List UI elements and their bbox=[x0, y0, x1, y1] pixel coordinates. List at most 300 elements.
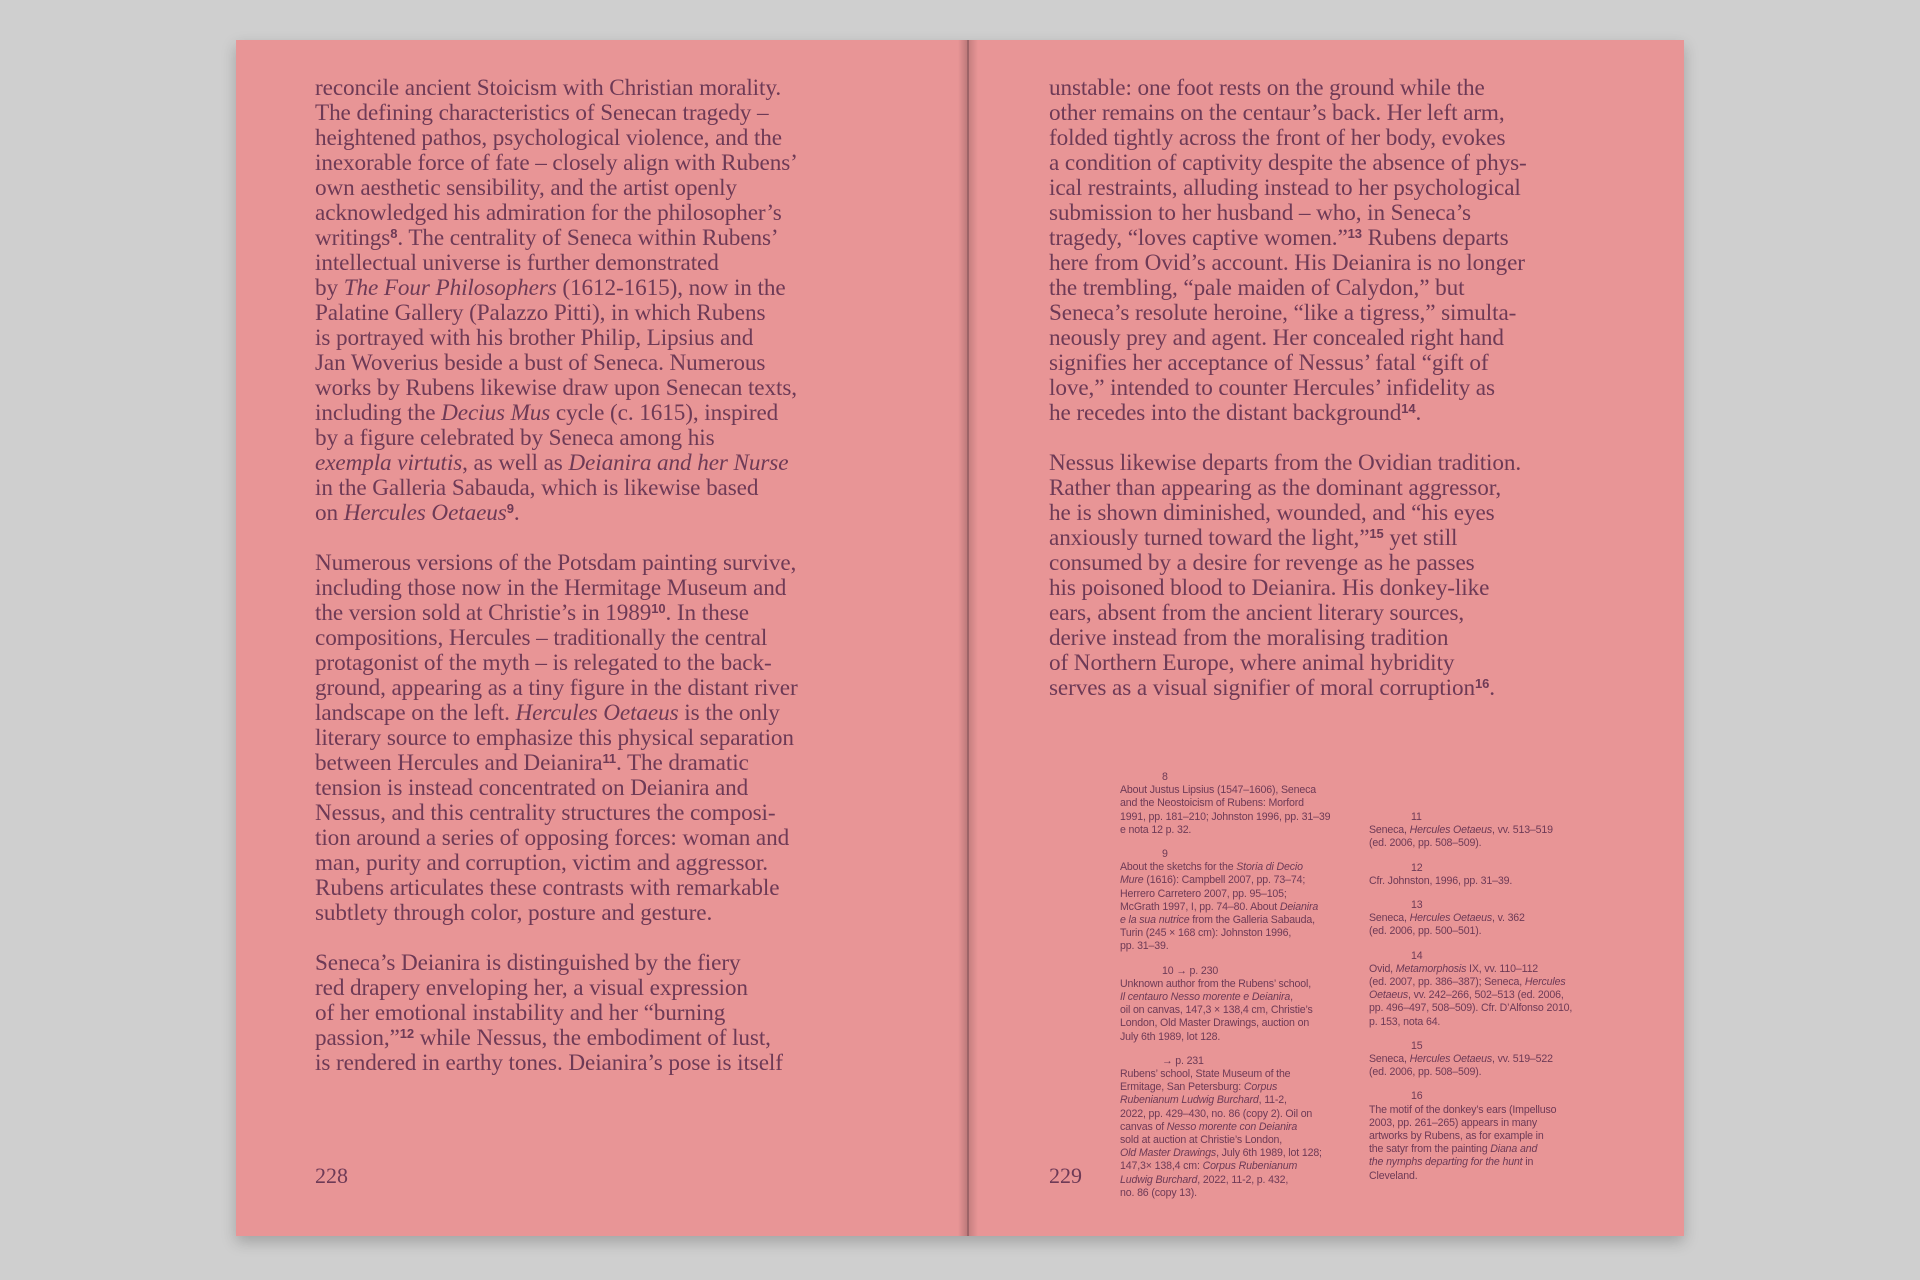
text-run: artworks by Rubens, as for example in bbox=[1369, 1130, 1544, 1143]
text-run: (ed. 2007, pp. 386–387); Seneca, bbox=[1369, 976, 1525, 989]
text-run: he is shown diminished, wounded, and “his eyes bbox=[1049, 500, 1495, 526]
text-run: reconcile ancient Stoicism with Christian morality. bbox=[315, 75, 782, 101]
text-line bbox=[1049, 76, 1649, 101]
text-run: here from Ovid’s account. His Deianira is no longer bbox=[1049, 250, 1525, 276]
text-run: Numerous versions of the Potsdam painting survive, bbox=[315, 550, 797, 576]
text-run: Seneca’s Deianira is distinguished by the fiery bbox=[315, 950, 741, 976]
text-run: man, purity and corruption, victim and aggressor. bbox=[315, 850, 768, 876]
text-run: love,” intended to counter Hercules’ infidelity as bbox=[1049, 375, 1495, 401]
text-run: anxiously turned toward the light,” bbox=[1049, 525, 1370, 551]
text-run: . In these bbox=[665, 600, 749, 626]
italic-title: Deianira bbox=[1279, 900, 1319, 913]
italic-title: Oetaeus bbox=[1369, 989, 1408, 1002]
text-run: , July 6th 1989, lot 128; bbox=[1216, 1147, 1322, 1160]
text-run: is rendered in earthy tones. Deianira’s pose is itself bbox=[315, 1050, 783, 1076]
text-run: Rubens articulates these contrasts with remarkable bbox=[315, 875, 780, 901]
text-run: tension is instead concentrated on Deianira and bbox=[315, 775, 749, 801]
text-run: by bbox=[315, 275, 344, 301]
footnote-line bbox=[1369, 824, 1609, 837]
footnote-line bbox=[1120, 1147, 1365, 1160]
text-run: About the sketchs for the bbox=[1120, 861, 1237, 874]
text-line bbox=[1049, 176, 1649, 201]
footnote-line bbox=[1120, 1108, 1365, 1121]
text-line bbox=[315, 476, 955, 501]
text-line bbox=[315, 601, 955, 626]
italic-title: Nesso morente con Deianira bbox=[1166, 1120, 1298, 1133]
text-line bbox=[315, 301, 955, 326]
footnote-line bbox=[1369, 1143, 1609, 1156]
text-line bbox=[1049, 201, 1649, 226]
footnote-line bbox=[1120, 901, 1365, 914]
text-run: landscape on the left. bbox=[315, 700, 516, 726]
footnote-reference: 16 bbox=[1474, 676, 1490, 691]
text-line bbox=[315, 826, 955, 851]
italic-title: Mure bbox=[1120, 874, 1144, 887]
footnote-reference: 13 bbox=[1347, 226, 1362, 241]
text-run: , vv. 519–522 bbox=[1492, 1053, 1553, 1066]
text-run: including those now in the Hermitage Museum and bbox=[315, 575, 787, 601]
text-line bbox=[1049, 476, 1649, 501]
text-run: canvas of bbox=[1120, 1120, 1167, 1133]
text-line bbox=[315, 851, 955, 876]
italic-title: Corpus bbox=[1243, 1081, 1278, 1094]
text-run: Ermitage, San Petersburg: bbox=[1120, 1081, 1244, 1094]
text-line bbox=[1049, 401, 1649, 426]
text-line bbox=[315, 226, 955, 251]
paragraph bbox=[315, 951, 955, 1076]
right-page-body-text bbox=[1049, 76, 1649, 701]
footnote bbox=[1120, 1055, 1365, 1200]
text-line bbox=[315, 576, 955, 601]
text-line bbox=[315, 201, 955, 226]
text-line bbox=[315, 901, 955, 926]
text-run: Ovid, bbox=[1369, 962, 1396, 975]
text-line bbox=[1049, 551, 1649, 576]
italic-title: Hercules Oetaeus bbox=[1409, 912, 1493, 925]
text-run: 2003, pp. 261–265) appears in many bbox=[1369, 1116, 1538, 1129]
footnote-number: 11 bbox=[1411, 811, 1422, 823]
footnote-reference: 14 bbox=[1401, 401, 1416, 416]
footnote bbox=[1120, 771, 1365, 837]
text-run: , 11-2, bbox=[1258, 1094, 1287, 1107]
text-run: tion around a series of opposing forces: woman and bbox=[315, 825, 790, 851]
footnote-text bbox=[1369, 912, 1609, 938]
text-run: (1616): Campbell 2007, pp. 73–74; bbox=[1143, 874, 1306, 887]
text-run: Jan Woverius beside a bust of Seneca. Numerous bbox=[315, 350, 766, 376]
footnote-text bbox=[1369, 824, 1609, 850]
footnote-line bbox=[1369, 963, 1609, 976]
footnote-text bbox=[1120, 861, 1365, 953]
text-run: consumed by a desire for revenge as he passes bbox=[1049, 550, 1475, 576]
text-run: inexorable force of fate – closely align with Rubens’ bbox=[315, 150, 798, 176]
text-run: Seneca’s resolute heroine, “like a tigress,” simulta- bbox=[1049, 300, 1517, 326]
footnote-line bbox=[1369, 837, 1609, 850]
footnote-line bbox=[1120, 1174, 1365, 1187]
text-line bbox=[1049, 351, 1649, 376]
text-run: between Hercules and Deianira bbox=[315, 750, 603, 776]
text-run: Cfr. Johnston, 1996, pp. 31–39. bbox=[1369, 874, 1513, 887]
text-run: . The centrality of Seneca within Rubens’ bbox=[397, 225, 779, 251]
text-line bbox=[315, 776, 955, 801]
text-line bbox=[315, 101, 955, 126]
footnote-text bbox=[1120, 784, 1365, 837]
text-line bbox=[1049, 126, 1649, 151]
page-number-left: 228 bbox=[315, 1163, 348, 1188]
text-line bbox=[315, 751, 955, 776]
text-line bbox=[315, 451, 955, 476]
text-line bbox=[315, 676, 955, 701]
text-run: no. 86 (copy 13). bbox=[1120, 1186, 1197, 1199]
footnote-text bbox=[1369, 1104, 1609, 1183]
footnotes-column-1 bbox=[1120, 771, 1365, 1211]
text-run: the trembling, “pale maiden of Calydon,” but bbox=[1049, 275, 1465, 301]
text-run: unstable: one foot rests on the ground while the bbox=[1049, 75, 1485, 101]
text-line bbox=[315, 276, 955, 301]
text-line bbox=[1049, 251, 1649, 276]
footnote-line bbox=[1369, 1156, 1609, 1169]
text-run: Unknown author from the Rubens’ school, bbox=[1120, 977, 1312, 990]
text-run: Palatine Gallery (Palazzo Pitti), in which Rubens bbox=[315, 300, 766, 326]
text-line bbox=[1049, 226, 1649, 251]
footnote-number: 12 bbox=[1411, 861, 1423, 874]
text-run: including the bbox=[315, 400, 442, 426]
footnote-number: 10 → p. 230 bbox=[1162, 964, 1219, 977]
footnote-line bbox=[1120, 784, 1365, 797]
italic-title: Corpus Rubenianum bbox=[1202, 1160, 1298, 1173]
paragraph bbox=[315, 76, 955, 526]
text-run: , vv. 242–266, 502–513 (ed. 2006, bbox=[1408, 989, 1564, 1002]
text-run: his poisoned blood to Deianira. His donkey-like bbox=[1049, 575, 1490, 601]
text-line bbox=[315, 801, 955, 826]
text-run: 2022, pp. 429–430, no. 86 (copy 2). Oil on bbox=[1120, 1107, 1313, 1120]
footnote-reference: 8 bbox=[390, 226, 398, 241]
text-run: Herrero Carretero 2007, pp. 95–105; bbox=[1120, 887, 1287, 900]
text-line bbox=[315, 1026, 955, 1051]
text-run: acknowledged his admiration for the philosopher’s bbox=[315, 200, 782, 226]
text-run: intellectual universe is further demonstrated bbox=[315, 250, 719, 276]
italic-title: Deianira and her Nurse bbox=[568, 450, 789, 476]
text-run: ical restraints, alluding instead to her psychological bbox=[1049, 175, 1521, 201]
footnote-line bbox=[1120, 914, 1365, 927]
text-run: Nessus, and this centrality structures the composi- bbox=[315, 800, 776, 826]
page-number-right: 229 bbox=[1049, 1163, 1082, 1188]
italic-title: Decius Mus bbox=[441, 400, 551, 426]
footnote-line bbox=[1120, 888, 1365, 901]
text-line bbox=[1049, 101, 1649, 126]
footnote-line bbox=[1120, 1031, 1365, 1044]
italic-title: Il centauro Nesso morente e Deianira bbox=[1120, 991, 1291, 1004]
italic-title: Rubenianum Ludwig Burchard bbox=[1120, 1094, 1259, 1107]
italic-title: Hercules Oetaeus bbox=[343, 500, 507, 526]
text-run: . bbox=[1489, 675, 1495, 701]
text-run: red drapery enveloping her, a visual expression bbox=[315, 975, 748, 1001]
text-run: from the Galleria Sabauda, bbox=[1189, 914, 1315, 927]
text-line bbox=[315, 176, 955, 201]
left-page-body-text bbox=[315, 76, 955, 1076]
footnote-line bbox=[1369, 875, 1609, 888]
text-run: e nota 12 p. 32. bbox=[1120, 823, 1192, 836]
text-line bbox=[1049, 526, 1649, 551]
footnote-reference: 9 bbox=[506, 501, 514, 516]
italic-title: Storia di Decio bbox=[1236, 861, 1303, 874]
text-run: (ed. 2006, pp. 508–509). bbox=[1369, 837, 1482, 850]
text-line bbox=[315, 726, 955, 751]
text-run: (ed. 2006, pp. 500–501). bbox=[1369, 925, 1482, 938]
footnote-line bbox=[1369, 1053, 1609, 1066]
text-run: , 2022, 11-2, p. 432, bbox=[1197, 1173, 1289, 1186]
footnote-reference: 11 bbox=[602, 751, 616, 766]
text-line bbox=[1049, 576, 1649, 601]
text-run: of Northern Europe, where animal hybridity bbox=[1049, 650, 1455, 676]
italic-title: the nymphs departing for the hunt bbox=[1369, 1156, 1523, 1169]
footnote-text bbox=[1369, 1053, 1609, 1079]
text-line bbox=[315, 976, 955, 1001]
text-line bbox=[1049, 451, 1649, 476]
text-line bbox=[1049, 651, 1649, 676]
footnote-line bbox=[1120, 1160, 1365, 1173]
footnote-line bbox=[1120, 1081, 1365, 1094]
text-run: , v. 362 bbox=[1492, 912, 1525, 925]
italic-title: Hercules Oetaeus bbox=[1409, 824, 1493, 837]
footnote-line bbox=[1120, 991, 1365, 1004]
text-run: (ed. 2006, pp. 508–509). bbox=[1369, 1066, 1482, 1079]
text-line bbox=[315, 151, 955, 176]
italic-title: Hercules Oetaeus bbox=[1409, 1053, 1493, 1066]
footnote bbox=[1369, 950, 1609, 1029]
footnote-number: 9 bbox=[1162, 848, 1168, 861]
text-run: , as well as bbox=[462, 450, 569, 476]
text-run: in the Galleria Sabauda, which is likewise based bbox=[315, 475, 759, 501]
footnote-line bbox=[1120, 824, 1365, 837]
footnote-line bbox=[1120, 797, 1365, 810]
left-page bbox=[236, 40, 966, 1236]
italic-title: Old Master Drawings bbox=[1120, 1147, 1217, 1160]
text-run: Rubens departs bbox=[1361, 225, 1509, 251]
paragraph bbox=[1049, 451, 1649, 701]
italic-title: exempla virtutis bbox=[315, 450, 463, 476]
text-line bbox=[315, 351, 955, 376]
text-run: in bbox=[1522, 1156, 1534, 1169]
italic-title: Diana and bbox=[1490, 1143, 1538, 1156]
footnote-text bbox=[1369, 963, 1609, 1029]
footnote bbox=[1369, 1090, 1609, 1182]
footnote-number: → p. 231 bbox=[1162, 1054, 1204, 1067]
text-run: a condition of captivity despite the absence of phys- bbox=[1049, 150, 1527, 176]
text-run: while Nessus, the embodiment of lust, bbox=[414, 1025, 771, 1051]
text-line bbox=[315, 401, 955, 426]
text-run: , vv. 513–519 bbox=[1492, 824, 1553, 837]
text-run: is the only bbox=[678, 700, 780, 726]
paragraph bbox=[1049, 76, 1649, 426]
footnote-line bbox=[1120, 927, 1365, 940]
text-run: subtlety through color, posture and gesture. bbox=[315, 900, 713, 926]
text-run: own aesthetic sensibility, and the artist openly bbox=[315, 175, 737, 201]
text-run: passion,” bbox=[315, 1025, 400, 1051]
footnote-line bbox=[1369, 1066, 1609, 1079]
text-run: Seneca, bbox=[1369, 824, 1410, 837]
text-run: McGrath 1997, I, pp. 74–80. About bbox=[1120, 900, 1280, 913]
footnote-line bbox=[1120, 940, 1365, 953]
text-run: heightened pathos, psychological violence, and the bbox=[315, 125, 782, 151]
footnote-number: 16 bbox=[1411, 1090, 1423, 1103]
paragraph bbox=[315, 551, 955, 926]
text-run: serves as a visual signifier of moral corruption bbox=[1049, 675, 1475, 701]
footnote-line bbox=[1369, 976, 1609, 989]
footnote-number: 13 bbox=[1411, 899, 1423, 912]
text-run: the satyr from the painting bbox=[1369, 1143, 1491, 1156]
footnote-line bbox=[1120, 1121, 1365, 1134]
text-line bbox=[315, 1051, 955, 1076]
text-run: of her emotional instability and her “burning bbox=[315, 1000, 726, 1026]
text-line bbox=[315, 376, 955, 401]
text-run: compositions, Hercules – traditionally the central bbox=[315, 625, 768, 651]
text-run: on bbox=[315, 500, 344, 526]
text-line bbox=[315, 501, 955, 526]
text-run: literary source to emphasize this physical separation bbox=[315, 725, 794, 751]
text-line bbox=[315, 251, 955, 276]
text-run: Rather than appearing as the dominant aggressor, bbox=[1049, 475, 1502, 501]
text-line bbox=[315, 326, 955, 351]
footnote-line bbox=[1369, 1016, 1609, 1029]
text-line bbox=[1049, 676, 1649, 701]
text-run: sold at auction at Christie’s London, bbox=[1120, 1134, 1283, 1147]
text-run: Nessus likewise departs from the Ovidian tradition. bbox=[1049, 450, 1522, 476]
text-run: folded tightly across the front of her body, evokes bbox=[1049, 125, 1506, 151]
paragraph-break bbox=[315, 926, 955, 951]
footnote-line bbox=[1120, 874, 1365, 887]
text-run: (1612-1615), now in the bbox=[556, 275, 786, 301]
footnote-line bbox=[1369, 912, 1609, 925]
text-run: protagonist of the myth – is relegated to the back- bbox=[315, 650, 772, 676]
text-run: Seneca, bbox=[1369, 912, 1410, 925]
text-run: the version sold at Christie’s in 1989 bbox=[315, 600, 652, 626]
text-run: pp. 31–39. bbox=[1120, 940, 1169, 953]
footnote-line bbox=[1369, 1130, 1609, 1143]
text-run: . bbox=[513, 500, 520, 526]
footnote bbox=[1369, 899, 1609, 939]
text-run: signifies her acceptance of Nessus’ fatal “gift of bbox=[1049, 350, 1489, 376]
text-line bbox=[315, 626, 955, 651]
text-line bbox=[1049, 326, 1649, 351]
text-run: Turin (245 × 168 cm): Johnston 1996, bbox=[1120, 927, 1292, 940]
footnote-line bbox=[1369, 989, 1609, 1002]
footnote-number: 8 bbox=[1162, 771, 1168, 783]
text-run: About Justus Lipsius (1547–1606), Seneca bbox=[1120, 784, 1317, 797]
text-run: yet still bbox=[1383, 525, 1458, 551]
text-run: submission to her husband – who, in Seneca’s bbox=[1049, 200, 1471, 226]
italic-title: Hercules Oetaeus bbox=[515, 700, 679, 726]
right-page bbox=[974, 40, 1684, 1236]
text-line bbox=[315, 76, 955, 101]
book-spread bbox=[236, 40, 1684, 1236]
text-line bbox=[315, 876, 955, 901]
text-line bbox=[1049, 501, 1649, 526]
italic-title: The Four Philosophers bbox=[343, 275, 557, 301]
footnote-reference: 15 bbox=[1369, 526, 1384, 541]
text-line bbox=[315, 951, 955, 976]
text-line bbox=[315, 551, 955, 576]
footnote-line bbox=[1120, 1017, 1365, 1030]
italic-title: e la sua nutrice bbox=[1120, 914, 1190, 927]
text-run: The defining characteristics of Senecan tragedy – bbox=[315, 100, 769, 126]
footnote-number: 15 bbox=[1411, 1039, 1423, 1052]
text-line bbox=[315, 1001, 955, 1026]
text-run: 147,3× 138,4 cm: bbox=[1120, 1160, 1203, 1173]
text-run: Cleveland. bbox=[1369, 1169, 1418, 1182]
text-run: London, Old Master Drawings, auction on bbox=[1120, 1017, 1310, 1030]
italic-title: Metamorphosis bbox=[1395, 962, 1467, 975]
text-line bbox=[1049, 276, 1649, 301]
footnote-reference: 10 bbox=[651, 601, 666, 616]
footnote-line bbox=[1120, 1004, 1365, 1017]
footnote-line bbox=[1120, 1068, 1365, 1081]
text-run: and the Neostoicism of Rubens: Morford bbox=[1120, 797, 1304, 810]
footnote-line bbox=[1120, 978, 1365, 991]
text-run: , bbox=[1290, 991, 1293, 1004]
text-run: writings bbox=[315, 225, 391, 251]
text-run: Rubens’ school, State Museum of the bbox=[1120, 1068, 1291, 1081]
text-run: Seneca, bbox=[1369, 1053, 1410, 1066]
text-run: 1991, pp. 181–210; Johnston 1996, pp. 31–39 bbox=[1120, 810, 1331, 823]
text-run: IX, vv. 110–112 bbox=[1466, 962, 1539, 975]
text-run: is portrayed with his brother Philip, Lipsius and bbox=[315, 325, 754, 351]
text-run: works by Rubens likewise draw upon Senecan texts, bbox=[315, 375, 797, 401]
text-run: . bbox=[1415, 400, 1422, 426]
footnote-line bbox=[1120, 861, 1365, 874]
footnote-line bbox=[1369, 1117, 1609, 1130]
footnote-text bbox=[1369, 875, 1609, 888]
text-line bbox=[1049, 301, 1649, 326]
text-line bbox=[1049, 601, 1649, 626]
text-line bbox=[1049, 151, 1649, 176]
footnote-line bbox=[1369, 1104, 1609, 1117]
footnote-number: 14 bbox=[1411, 949, 1423, 962]
footnote-line bbox=[1369, 1002, 1609, 1015]
text-run: other remains on the centaur’s back. Her left arm, bbox=[1049, 100, 1505, 126]
text-run: he recedes into the distant background bbox=[1049, 400, 1402, 426]
footnote bbox=[1369, 1040, 1609, 1080]
text-run: pp. 496–497, 508–509). Cfr. D’Alfonso 2010, bbox=[1369, 1002, 1573, 1015]
footnote bbox=[1369, 811, 1609, 851]
footnote-line bbox=[1120, 1187, 1365, 1200]
text-line bbox=[315, 651, 955, 676]
footnote bbox=[1120, 965, 1365, 1044]
text-run: ground, appearing as a tiny figure in the distant river bbox=[315, 675, 798, 701]
paragraph-break bbox=[1049, 426, 1649, 451]
footnote-line bbox=[1120, 811, 1365, 824]
footnote-text bbox=[1120, 1068, 1365, 1200]
footnote bbox=[1120, 848, 1365, 954]
text-run: . The dramatic bbox=[616, 750, 749, 776]
footnote-line bbox=[1369, 1170, 1609, 1183]
text-line bbox=[1049, 376, 1649, 401]
text-run: July 6th 1989, lot 128. bbox=[1120, 1030, 1221, 1043]
italic-title: Hercules bbox=[1524, 976, 1566, 989]
footnote-line bbox=[1369, 925, 1609, 938]
text-run: by a figure celebrated by Seneca among his bbox=[315, 425, 715, 451]
text-run: p. 153, nota 64. bbox=[1369, 1015, 1441, 1028]
text-line bbox=[315, 701, 955, 726]
footnote-line bbox=[1120, 1094, 1365, 1107]
text-run: tragedy, “loves captive women.” bbox=[1049, 225, 1348, 251]
paragraph-break bbox=[315, 526, 955, 551]
text-run: oil on canvas, 147,3 × 138,4 cm, Christie’s bbox=[1120, 1004, 1313, 1017]
footnote bbox=[1369, 862, 1609, 888]
footnote-line bbox=[1120, 1134, 1365, 1147]
text-line bbox=[315, 426, 955, 451]
text-run: neously prey and agent. Her concealed right hand bbox=[1049, 325, 1504, 351]
footnote-text bbox=[1120, 978, 1365, 1044]
